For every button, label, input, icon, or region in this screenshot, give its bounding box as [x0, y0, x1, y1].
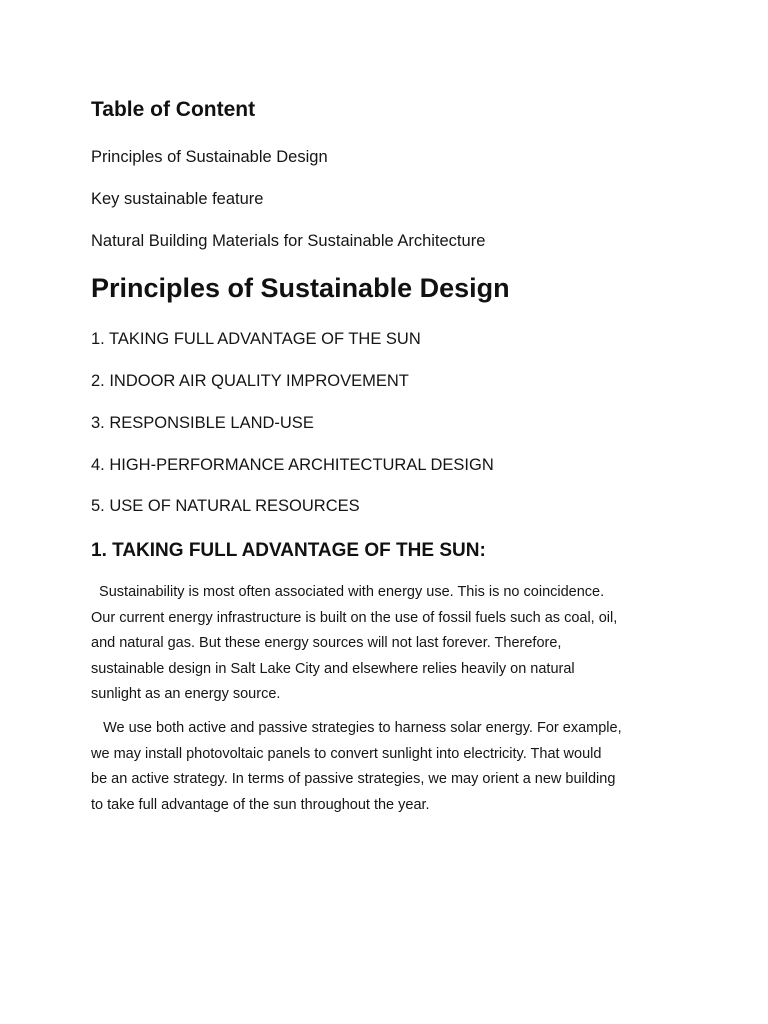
paragraph-sustainability	[91, 580, 691, 708]
principle-item: 2. INDOOR AIR QUALITY IMPROVEMENT	[91, 372, 409, 390]
principle-item: 5. USE OF NATURAL RESOURCES	[91, 497, 360, 515]
paragraph-line: to take full advantage of the sun throughout the year.	[91, 796, 430, 813]
toc-item-key-feature: Key sustainable feature	[91, 190, 264, 208]
toc-item-principles: Principles of Sustainable Design	[91, 148, 328, 166]
paragraph-strategies	[91, 716, 691, 818]
main-heading: Principles of Sustainable Design	[91, 273, 510, 303]
paragraph-line: sunlight as an energy source.	[91, 686, 281, 702]
paragraph-line: and natural gas. But these energy sources will not last forever. Therefore,	[91, 635, 562, 651]
section-heading-sun: 1. TAKING FULL ADVANTAGE OF THE SUN:	[91, 540, 486, 561]
paragraph-line: we may install photovoltaic panels to convert sunlight into electricity. That would	[91, 745, 602, 762]
toc-item-natural-materials: Natural Building Materials for Sustainable Architecture	[91, 232, 486, 250]
paragraph-line: Sustainability is most often associated with energy use. This is no coincidence.	[91, 584, 605, 600]
toc-heading: Table of Content	[91, 98, 256, 121]
paragraph-line: sustainable design in Salt Lake City and elsewhere relies heavily on natural	[91, 660, 575, 677]
paragraph-line: We use both active and passive strategies to harness solar energy. For example,	[91, 720, 622, 736]
principle-item: 4. HIGH-PERFORMANCE ARCHITECTURAL DESIGN	[91, 456, 494, 474]
principle-item: 1. TAKING FULL ADVANTAGE OF THE SUN	[91, 330, 421, 348]
paragraph-line: be an active strategy. In terms of passive strategies, we may orient a new building	[91, 771, 616, 787]
paragraph-line: Our current energy infrastructure is built on the use of fossil fuels such as coal, oil,	[91, 609, 618, 626]
principle-item: 3. RESPONSIBLE LAND-USE	[91, 414, 314, 432]
